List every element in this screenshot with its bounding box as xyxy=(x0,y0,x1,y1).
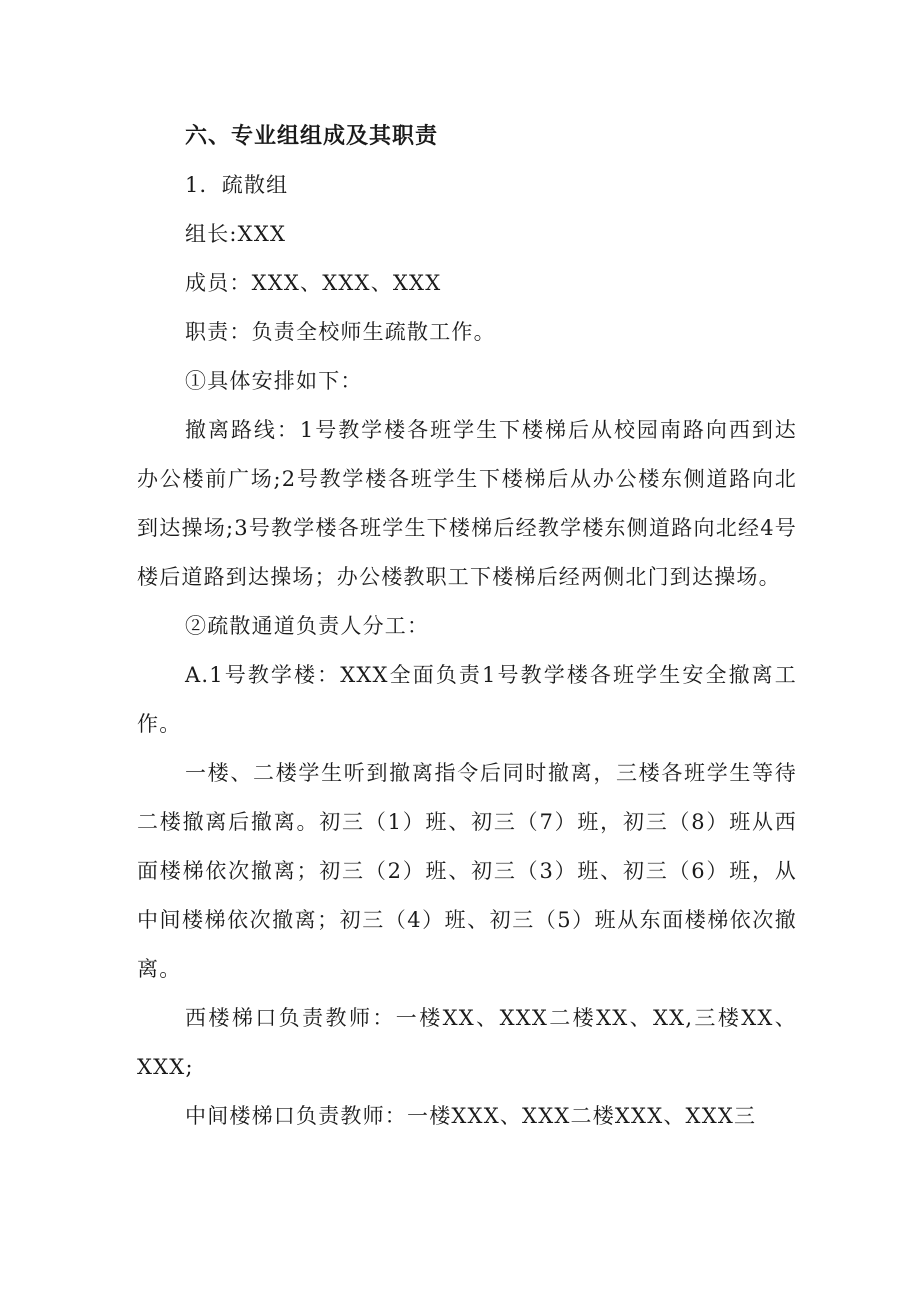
subsection-title: 1．疏散组 xyxy=(185,173,289,197)
evacuation-route: 撤离路线：1号教学楼各班学生下楼梯后从校园南路向西到达办公楼前广场;2号教学楼各班学生下楼梯后从办公楼东侧道路向北到达操场;3号教学楼各班学生下楼梯后经教学楼东侧道路向北经4号楼后道路到达操场；办公楼教职工下楼梯后经两侧北门到达操场。 xyxy=(137,418,797,589)
floor-evacuation-order: 一楼、二楼学生听到撤离指令后同时撤离，三楼各班学生等待二楼撤离后撤离。初三（1）班、初三（7）班，初三（8）班从西面楼梯依次撤离；初三（2）班、初三（3）班、初三（6）班，从中间楼梯依次撤离；初三（4）班、初三（5）班从东面楼梯依次撤离。 xyxy=(137,761,797,981)
document-body xyxy=(137,112,797,1141)
section-heading: 六、专业组组成及其职责 xyxy=(185,124,439,149)
building-one-duty: A.1号教学楼：XXX全面负责1号教学楼各班学生安全撤离工作。 xyxy=(137,663,797,736)
group-leader: 组长:XXX xyxy=(185,222,287,246)
west-stair-teachers: 西楼梯口负责教师：一楼XX、XXX二楼XX、XX,三楼XX、XXX; xyxy=(137,1006,797,1079)
middle-stair-teachers: 中间楼梯口负责教师：一楼XXX、XXX二楼XXX、XXX三 xyxy=(185,1104,757,1128)
group-duty: 职责：负责全校师生疏散工作。 xyxy=(185,320,496,344)
passage-duty-title: ②疏散通道负责人分工： xyxy=(185,614,430,638)
arrangement-title: ①具体安排如下： xyxy=(185,369,363,393)
group-members: 成员：XXX、XXX、XXX xyxy=(185,271,442,295)
